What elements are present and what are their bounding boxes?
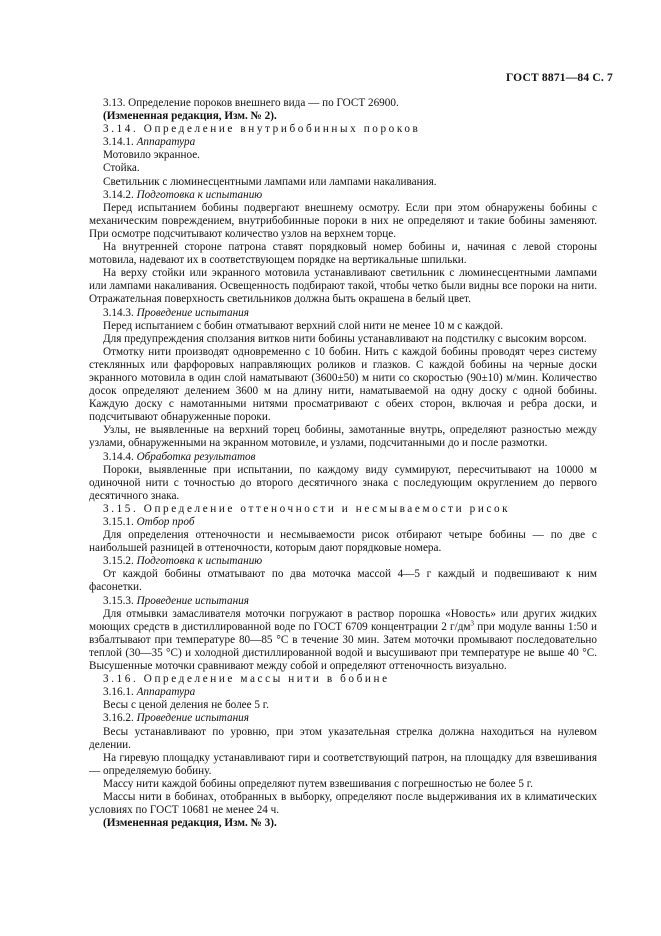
paragraph: Перед испытанием бобины подвергают внешнему осмотру. Если при этом обнаружены бобины с механическим повреждением, внутрибобинные пороки в них не определяют и такие бобины заменяют. При осмотре подсчитывают количество узлов на верхнем торце. bbox=[89, 201, 597, 240]
subsection-number: 3.15.2. bbox=[103, 555, 134, 568]
subsection-3-16-2 bbox=[89, 712, 597, 725]
subsection-3-14-2 bbox=[89, 189, 597, 202]
paragraph: Массу нити каждой бобины определяют путем взвешивания с погрешностью не более 5 г. bbox=[103, 777, 533, 790]
subsection-title: Проведение испытания bbox=[136, 712, 249, 725]
subsection-title: Проведение испытания bbox=[136, 594, 249, 607]
equipment-item: Светильник с люминесцентными лампами или лампами накаливания. bbox=[103, 175, 437, 188]
paragraph: Перед испытанием с бобин отматывают верхний слой нити не менее 10 м с каждой. bbox=[103, 319, 504, 332]
subsection-title: Подготовка к испытанию bbox=[136, 555, 263, 568]
paragraph bbox=[89, 608, 597, 673]
equipment-item: Мотовило экранное. bbox=[103, 149, 200, 162]
paragraph: Весы устанавливают по уровню, при этом указательная стрелка должна находиться на нулевом делении. bbox=[89, 725, 597, 751]
subsection-number: 3.14.4. bbox=[103, 450, 134, 463]
subsection-number: 3.14.2. bbox=[103, 188, 134, 201]
section-3-14-heading: 3.14. Определение внутрибобинных пороков bbox=[103, 123, 421, 136]
subsection-title: Обработка результатов bbox=[136, 450, 256, 463]
paragraph: Массы нити в бобинах, отобранных в выборку, определяют после выдерживания их в климатических условиях по ГОСТ 10681 не менее 24 ч. bbox=[89, 790, 597, 817]
paragraph-text: при модуле ванны 1:50 и взбалтывают при температуре 80—85 °С в течение 30 мин. Затем моточки промывают последовательно теплой (30—35 °С) и холодной дистиллированной водой и высушивают при температуре не выше 40 °С. Высушенные моточки сравнивают между собой и определяют оттеночность визуально. bbox=[89, 620, 597, 673]
subsection-title: Отбор проб bbox=[136, 516, 195, 528]
subsection-number: 3.15.1. bbox=[103, 516, 134, 528]
subsection-number: 3.14.1. bbox=[103, 136, 134, 149]
subsection-number: 3.14.3. bbox=[103, 306, 134, 319]
subsection-3-14-4 bbox=[89, 451, 597, 464]
subsection-number: 3.15.3. bbox=[103, 594, 134, 607]
paragraph: Узлы, не выявленные на верхний торец бобины, замотанные внутрь, определяют разностью между узлами, обнаруженными на экранном мотовиле, и узлами, подсчитанными до и после размотки. bbox=[89, 424, 597, 450]
paragraph: От каждой бобины отматывают по два моточка массой 4—5 г каждый и подвешивают к ним фасонетки. bbox=[89, 568, 597, 594]
subsection-3-15-2 bbox=[89, 555, 597, 568]
paragraph: На верху стойки или экранного мотовила устанавливают светильник с люминесцентными лампами или лампами накаливания. Освещенность подбирают такой, чтобы четко были видны все пороки на нити. Отражательная поверхность светильников должна быть окрашена в белый цвет. bbox=[89, 267, 597, 306]
document-body bbox=[89, 97, 597, 830]
subsection-3-14-1 bbox=[89, 136, 597, 149]
page-header: ГОСТ 8871—84 С. 7 bbox=[505, 72, 613, 84]
section-3-15-heading: 3.15. Определение оттеночности и несмываемости рисок bbox=[103, 502, 511, 515]
superscript: 3 bbox=[470, 619, 475, 628]
paragraph: На внутренней стороне патрона ставят порядковый номер бобины и, начиная с левой стороны мотовила, надевают их в соответствующем порядке на вертикальные шпильки. bbox=[89, 241, 597, 267]
paragraph: На гиревую площадку устанавливают гири и соответствующий патрон, на площадку для взвешивания — определяемую бобину. bbox=[89, 751, 597, 777]
paragraph-text: Для отмывки замасливателя моточки погружают в раствор порошка «Новость» или других жидких моющих средств в дистиллированной воде по ГОСТ 6709 концентрации 2 г/дм bbox=[89, 607, 597, 633]
subsection-3-15-3 bbox=[89, 595, 597, 608]
section-3-13-text: 3.13. Определение пороков внешнего вида — по ГОСТ 26900. bbox=[103, 97, 399, 109]
amendment-note-3: (Измененная редакция, Изм. № 3). bbox=[103, 817, 277, 830]
equipment-item: Стойка. bbox=[103, 162, 140, 175]
subsection-title: Аппаратура bbox=[136, 686, 196, 699]
section-3-16-heading: 3.16. Определение массы нити в бобине bbox=[103, 673, 390, 686]
subsection-3-14-3 bbox=[89, 307, 597, 320]
subsection-3-16-1 bbox=[89, 686, 597, 699]
paragraph: Для предупреждения сползания витков нити бобины устанавливают на подстилку с высоким ворсом. bbox=[103, 332, 587, 345]
subsection-title: Подготовка к испытанию bbox=[136, 188, 263, 201]
paragraph: Для определения оттеночности и несмываемости рисок отбирают четыре бобины — по две с наибольшей разницей в оттеночности, которым дают порядковые номера. bbox=[89, 529, 597, 555]
equipment-item: Весы с ценой деления не более 5 г. bbox=[103, 699, 269, 712]
amendment-note-2: (Измененная редакция, Изм. № 2). bbox=[103, 110, 277, 123]
paragraph: Пороки, выявленные при испытании, по каждому виду суммируют, пересчитывают на 10000 м одиночной нити с точностью до второго десятичного знака с последующим округлением до первого десятичного знака. bbox=[89, 463, 597, 502]
paragraph: Отмотку нити производят одновременно с 10 бобин. Нить с каждой бобины проводят через систему стеклянных или фарфоровых направляющих роликов и глазков. С каждой бобины на черные доски экранного мотовила в один слой наматывают (3600±50) м нити со скоростью (90±10) м/мин. Количество досок определяют делением 3600 м на длину нити, наматываемой на одну доску с одной бобины. Каждую доску с намотанными нитями просматривают с обеих сторон, включая и ребра доски, и подсчитывают обнаруженные пороки. bbox=[89, 345, 597, 424]
subsection-number: 3.16.1. bbox=[103, 686, 134, 699]
subsection-title: Проведение испытания bbox=[136, 306, 249, 319]
subsection-3-15-1 bbox=[89, 516, 597, 529]
subsection-title: Аппаратура bbox=[136, 136, 196, 149]
subsection-number: 3.16.2. bbox=[103, 712, 134, 725]
